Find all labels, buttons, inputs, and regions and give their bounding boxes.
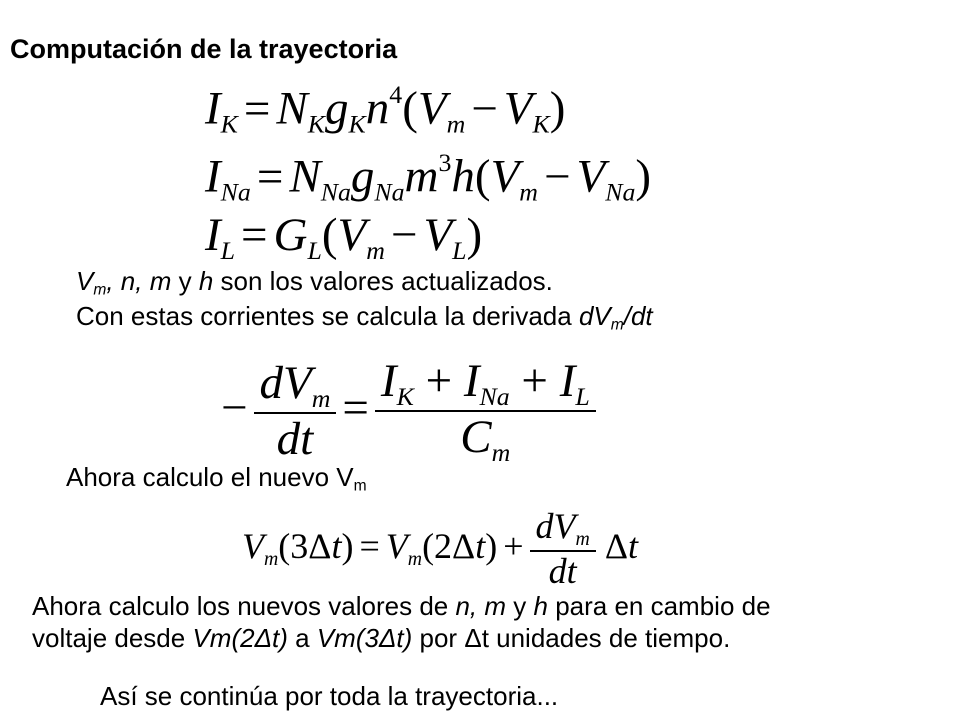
equation-sodium-current: $I_{Na} = N_{Na}g_{Na}m^3h(V_m - V_{Na})$ — [205, 148, 652, 207]
equation-derivative: − $\frac{dV_m}{dt}$ = $\frac{I_K + I_{Na} + I_L}{C_m}$ — [215, 357, 596, 468]
equation-potassium-current: $I_K = N_Kg_Kn^4(V_m - V_K)$ — [205, 80, 566, 139]
page-title: Computación de la trayectoria — [10, 34, 398, 64]
derivative-line: Con estas corrientes se calcula la derivada $dV_m/dt$ — [76, 301, 653, 334]
equation-leak-current: $I_L = G_L(V_m - V_L)$ — [205, 209, 483, 266]
closing-line: Así se continúa por toda la trayectoria... — [100, 681, 559, 711]
gating-update-paragraph: Ahora calculo los nuevos valores de n, m y h para en cambio de voltaje desde Vm(2Δt) a Vm(3Δt) por Δt unidades de tiempo. — [32, 591, 771, 653]
new-vm-line: Ahora calculo el nuevo $V_m$ — [66, 462, 367, 495]
updated-values-line: $V_m$, n, m y h son los valores actualizados. — [76, 266, 553, 299]
equation-vm-update: $V_m(3\Delta t) = V_m(2\Delta t)$ + $\frac{dV_m}{dt}$ Δt — [242, 506, 638, 591]
